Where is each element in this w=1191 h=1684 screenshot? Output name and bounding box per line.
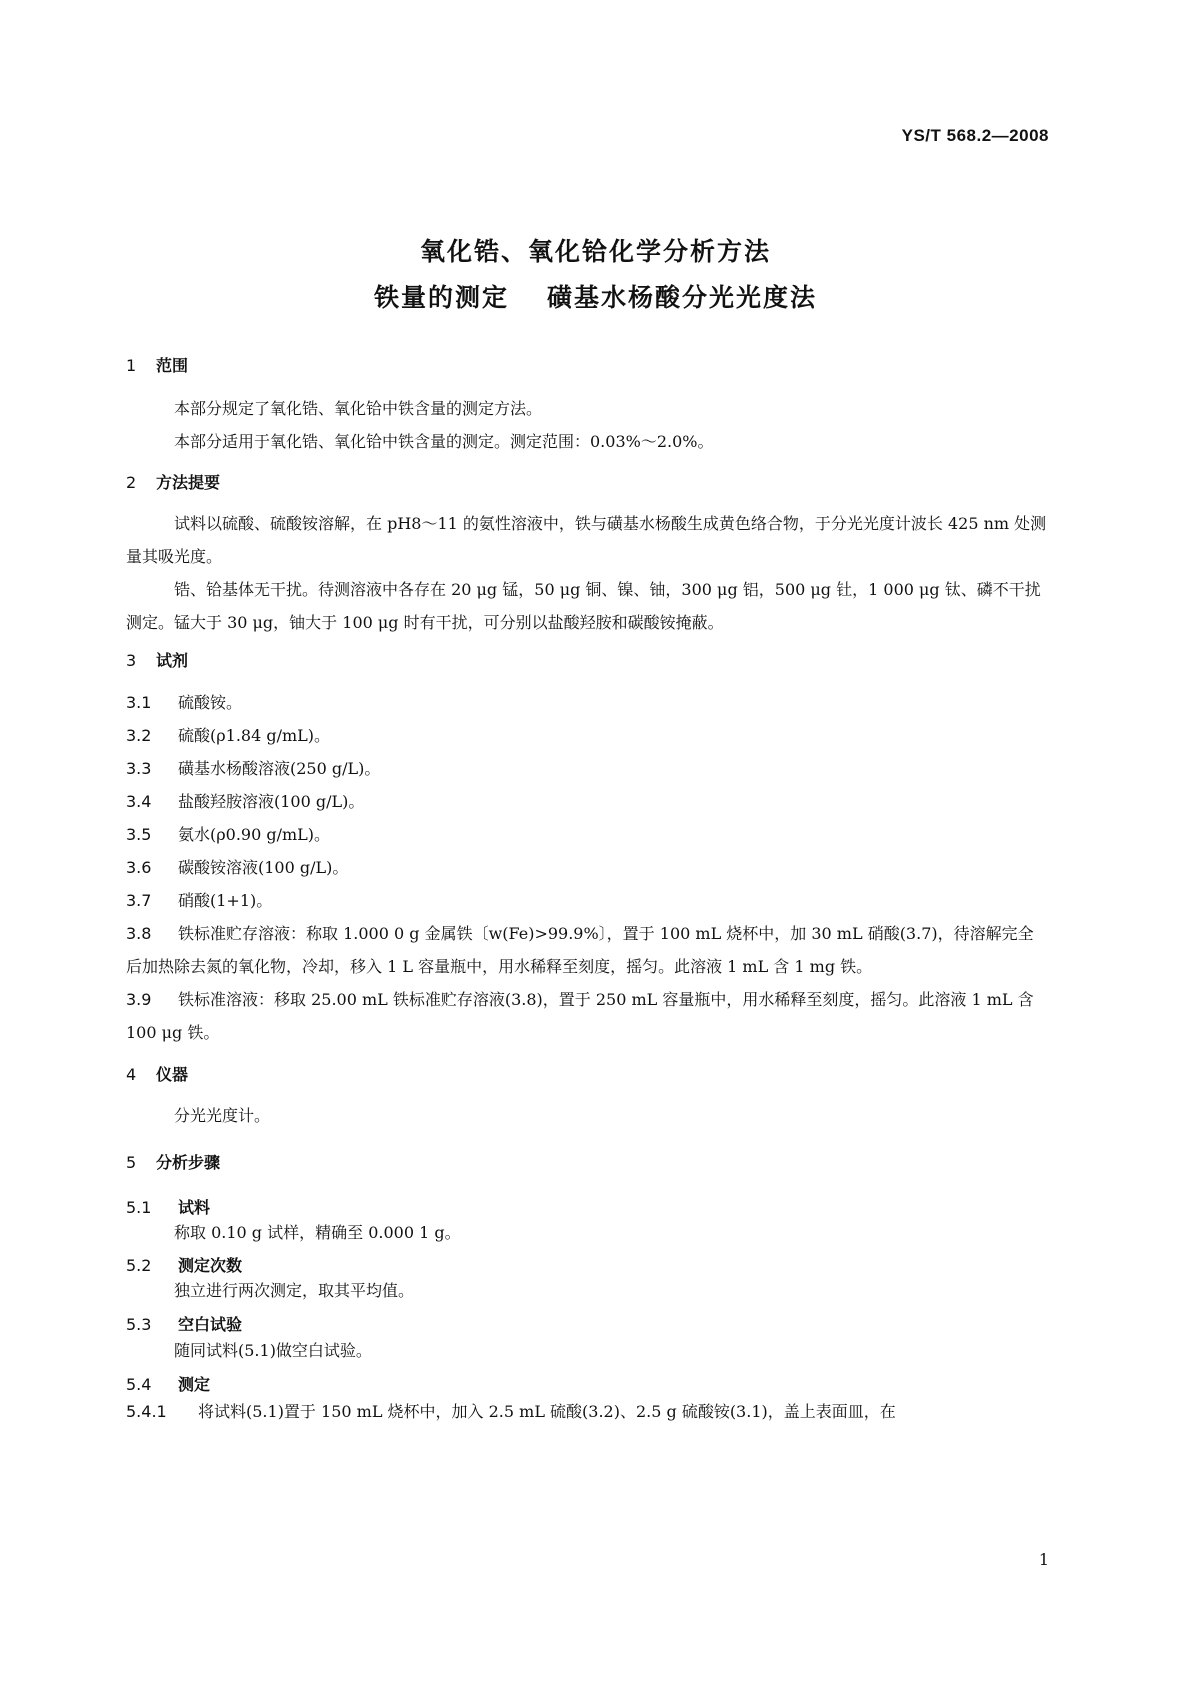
- reagent-item: 3.2 硫酸(ρ1.84 g/mL)。: [126, 726, 331, 745]
- subsection-5-3-heading: 5.3 空白试验: [126, 1315, 243, 1334]
- document-title-line2: [0, 278, 1191, 314]
- section-3-heading: 3 试剂: [126, 651, 189, 670]
- reagent-item: 3.3 磺基水杨酸溶液(250 g/L)。: [126, 759, 381, 778]
- section-2-heading: 2 方法提要: [126, 473, 221, 492]
- paragraph: 锆、铪基体无干扰。待测溶液中各存在 20 μg 锰，50 μg 铜、镍、铀，300 μg 铝，500 μg 钍，1 000 μg 钛、磷不干扰测定。锰大于 30 μg，铀大于 100 μg 时有干扰，可分别以盐酸羟胺和碳酸铵掩蔽。: [126, 580, 1041, 632]
- subsection-5-1-body: 称取 0.10 g 试样，精确至 0.000 1 g。: [174, 1223, 461, 1242]
- section-5-heading: 5 分析步骤: [126, 1153, 221, 1172]
- paragraph: 本部分适用于氧化锆、氧化铪中铁含量的测定。测定范围：0.03%～2.0%。: [174, 432, 714, 451]
- subsection-5-2-heading: 5.2 测定次数: [126, 1256, 243, 1275]
- section-1-heading: 1 范围: [126, 356, 189, 375]
- page-number: 1: [1038, 1550, 1049, 1569]
- subsection-5-4-1: 5.4.1 将试料(5.1)置于 150 mL 烧杯中，加入 2.5 mL 硫酸(3.2)、2.5 g 硫酸铵(3.1)，盖上表面皿，在: [126, 1402, 896, 1421]
- document-title-line1: 氧化锆、氧化铪化学分析方法: [419, 237, 771, 266]
- reagent-item: 3.9 铁标准溶液：移取 25.00 mL 铁标准贮存溶液(3.8)，置于 250 mL 容量瓶中，用水稀释至刻度，摇匀。此溶液 1 mL 含 100 μg 铁。: [126, 990, 1034, 1042]
- reagent-item: 3.8 铁标准贮存溶液：称取 1.000 0 g 金属铁〔w(Fe)>99.9%〕，置于 100 mL 烧杯中，加 30 mL 硝酸(3.7)，待溶解完全后加热除去氮的氧化物，冷却，移入 1 L 容量瓶中，用水稀释至刻度，摇匀。此溶液 1 mL 含 1 mg 铁。: [126, 924, 1034, 976]
- title-part-b: 磺基水杨酸分光光度法: [547, 283, 818, 312]
- reagent-item: 3.7 硝酸(1+1)。: [126, 891, 273, 910]
- reagent-item: 3.5 氨水(ρ0.90 g/mL)。: [126, 825, 331, 844]
- subsection-5-1-heading: 5.1 试料: [126, 1198, 211, 1217]
- reagent-item: 3.4 盐酸羟胺溶液(100 g/L)。: [126, 792, 365, 811]
- paragraph: 试料以硫酸、硫酸铵溶解，在 pH8～11 的氨性溶液中，铁与磺基水杨酸生成黄色络合物，于分光光度计波长 425 nm 处测量其吸光度。: [126, 514, 1047, 566]
- paragraph: 本部分规定了氧化锆、氧化铪中铁含量的测定方法。: [174, 399, 543, 418]
- section-2-body: [126, 507, 1049, 639]
- section-1-body: [126, 392, 1049, 458]
- reagent-item: 3.6 碳酸铵溶液(100 g/L)。: [126, 858, 349, 877]
- reagent-item: 3.1 硫酸铵。: [126, 693, 243, 712]
- subsection-5-3-body: 随同试料(5.1)做空白试验。: [174, 1341, 372, 1360]
- section-4-heading: 4 仪器: [126, 1065, 189, 1084]
- reagent-list: [126, 686, 1049, 1049]
- subsection-5-4-heading: 5.4 测定: [126, 1375, 211, 1394]
- section-4-body: [126, 1099, 1049, 1132]
- subsection-5-2-body: 独立进行两次测定，取其平均值。: [174, 1281, 415, 1300]
- title-part-a: 铁量的测定: [373, 283, 509, 312]
- paragraph: 分光光度计。: [174, 1106, 271, 1125]
- standard-code: YS/T 568.2—2008: [901, 126, 1049, 145]
